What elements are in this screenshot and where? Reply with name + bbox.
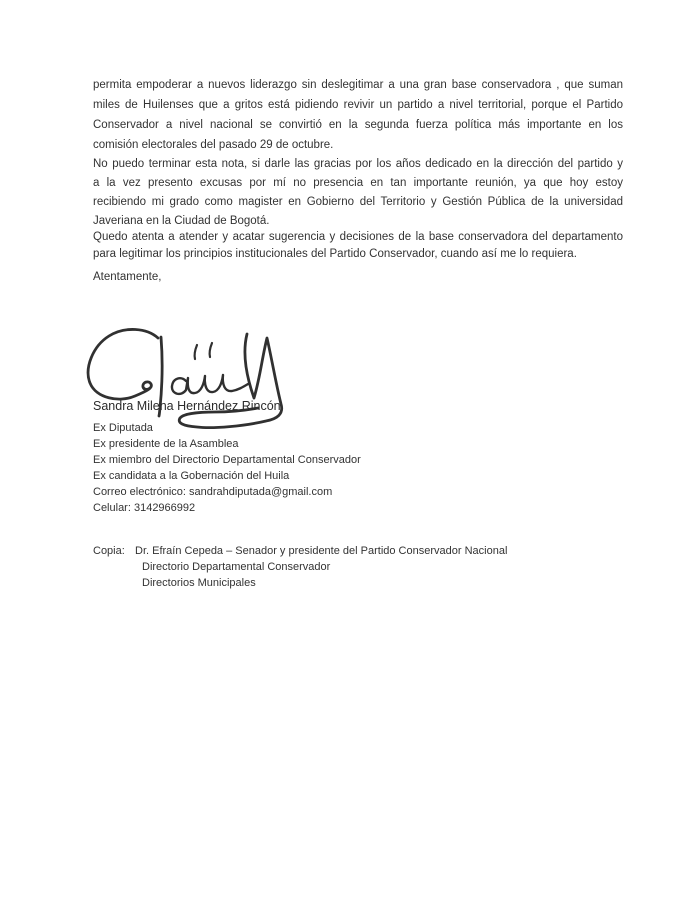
paragraph-line: No puedo terminar esta nota, si darle las gracias por los años dedicado en la dirección del partido y <box>93 158 623 170</box>
signer-email: Correo electrónico: sandrahdiputada@gmail.com <box>93 486 333 498</box>
paragraph-line: Javeriana en la Ciudad de Bogotá. <box>93 215 270 227</box>
signer-phone: Celular: 3142966992 <box>93 502 196 514</box>
paragraph-line: para legitimar los principios institucionales del Partido Conservador, cuando así me lo requiera. <box>93 247 577 260</box>
paragraph-line: Conservador a nivel nacional se convirtió en la segunda fuerza política más importante en los <box>93 119 623 131</box>
paragraph-line: miles de Huilenses que a gritos está pidiendo revivir un partido a nivel territorial, porque el Partido <box>93 99 623 111</box>
paragraph-line: a la vez presento excusas por mí no presencia en tan importante reunión, ya que hoy estoy <box>93 177 623 189</box>
handwritten-signature-icon <box>85 326 300 434</box>
paragraph-line: comisión electorales del pasado 29 de octubre. <box>93 139 334 151</box>
signer-title: Ex Diputada <box>93 422 153 434</box>
signer-titles <box>93 420 361 516</box>
paragraph-line: Quedo atenta a atender y acatar sugerencia y decisiones de la base conservadora del departamento <box>93 231 623 243</box>
body-paragraph-3 <box>93 229 623 262</box>
body-paragraph-2 <box>93 155 623 231</box>
cc-recipient: Directorios Municipales <box>142 577 256 589</box>
signer-title: Ex presidente de la Asamblea <box>93 438 239 450</box>
cc-label: Copia: <box>93 545 125 557</box>
closing-salutation: Atentamente, <box>93 271 162 283</box>
signer-title: Ex miembro del Directorio Departamental Conservador <box>93 454 361 466</box>
signer-title: Ex candidata a la Gobernación del Huila <box>93 470 290 482</box>
cc-recipients <box>135 543 507 591</box>
paragraph-line: recibiendo mi grado como magister en Gobierno del Territorio y Gestión Pública de la universidad <box>93 196 623 208</box>
paragraph-line: permita empoderar a nuevos liderazgo sin deslegitimar a una gran base conservadora , que suman <box>93 79 623 91</box>
cc-recipient: Directorio Departamental Conservador <box>142 561 331 573</box>
body-paragraph-1 <box>93 75 623 155</box>
cc-recipient: Dr. Efraín Cepeda – Senador y presidente del Partido Conservador Nacional <box>135 545 508 557</box>
signer-name: Sandra Milena Hernández Rincón <box>93 399 281 413</box>
carbon-copy-block <box>93 543 507 591</box>
